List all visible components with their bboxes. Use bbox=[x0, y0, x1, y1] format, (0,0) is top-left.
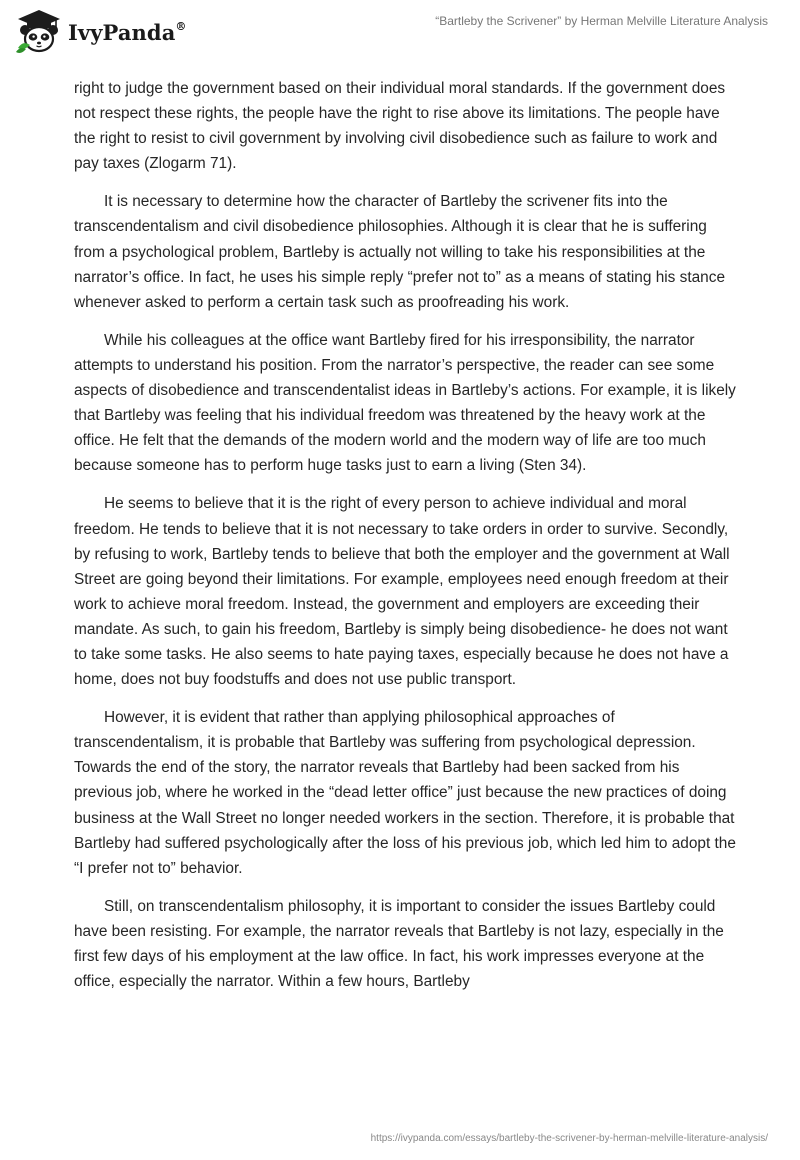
source-url[interactable]: https://ivypanda.com/essays/bartleby-the-scrivener-by-herman-melville-literature-analysis/ bbox=[370, 1133, 768, 1144]
page-header bbox=[0, 0, 800, 66]
essay-body bbox=[74, 76, 736, 1007]
paragraph: He seems to believe that it is the right of every person to achieve individual and moral freedom. He tends to believe that it is not necessary to take orders in order to survive. Secondly, by refusing to work, Bartleby tends to believe that both the employer and the government at Wall Street are going beyond their limitations. For example, employees need enough freedom at their work to achieve moral freedom. Instead, the government and employers are exceeding their mandate. As such, to gain his freedom, Bartleby is simply being disobedience- he does not want to take some tasks. He also seems to hate paying taxes, especially because he does not have a home, does not buy foodstuffs and does not use public transport. bbox=[74, 495, 730, 689]
paragraph: right to judge the government based on their individual moral standards. If the government does not respect these rights, the people have the right to rise above its limitations. The people have the right to resist to civil government by involving civil disobedience such as failure to work and pay taxes (Zlogarm 71). bbox=[74, 80, 726, 173]
paragraph: While his colleagues at the office want Bartleby fired for his irresponsibility, the narrator attempts to understand his position. From the narrator’s perspective, the reader can see some aspects of disobedience and transcendentalist ideas in Bartleby’s actions. For example, it is likely that Bartleby was feeling that his individual freedom was threatened by the heavy work at the office. He felt that the demands of the modern world and the modern way of life are too much because someone has to perform huge tasks just to earn a living (Sten 34). bbox=[74, 331, 736, 475]
paragraph: However, it is evident that rather than applying philosophical approaches of transcendentalism, it is probable that Bartleby was suffering from psychological depression. Towards the end of the story, the narrator reveals that Bartleby had been sacked from his previous job, where he worked in the “dead letter office” just because the new practices of doing business at the Wall Street no longer needed workers in the section. Therefore, it is probable that Bartleby had suffered psychologically after the loss of his previous job, which led him to adopt the “I prefer not to” behavior. bbox=[74, 709, 736, 877]
logo[interactable] bbox=[14, 8, 187, 54]
brand-name: IvyPanda® bbox=[68, 19, 187, 45]
document-title: “Bartleby the Scrivener” by Herman Melville Literature Analysis bbox=[435, 14, 768, 28]
paragraph: It is necessary to determine how the character of Bartleby the scrivener fits into the transcendentalism and civil disobedience philosophies. Although it is clear that he is suffering from a psychological problem, Bartleby is actually not willing to take his responsibilities at the narrator’s office. In fact, he uses his simple reply “prefer not to” as a means of stating his stance whenever asked to perform a certain task such as proofreading his work. bbox=[74, 193, 725, 311]
panda-graduation-cap-icon bbox=[14, 8, 64, 54]
paragraph: Still, on transcendentalism philosophy, it is important to consider the issues Bartleby could have been resisting. For example, the narrator reveals that Bartleby is not lazy, especially in the first few days of his employment at the law office. In fact, his work impresses everyone at the office, especially the narrator. Within a few hours, Bartleby bbox=[74, 897, 724, 991]
